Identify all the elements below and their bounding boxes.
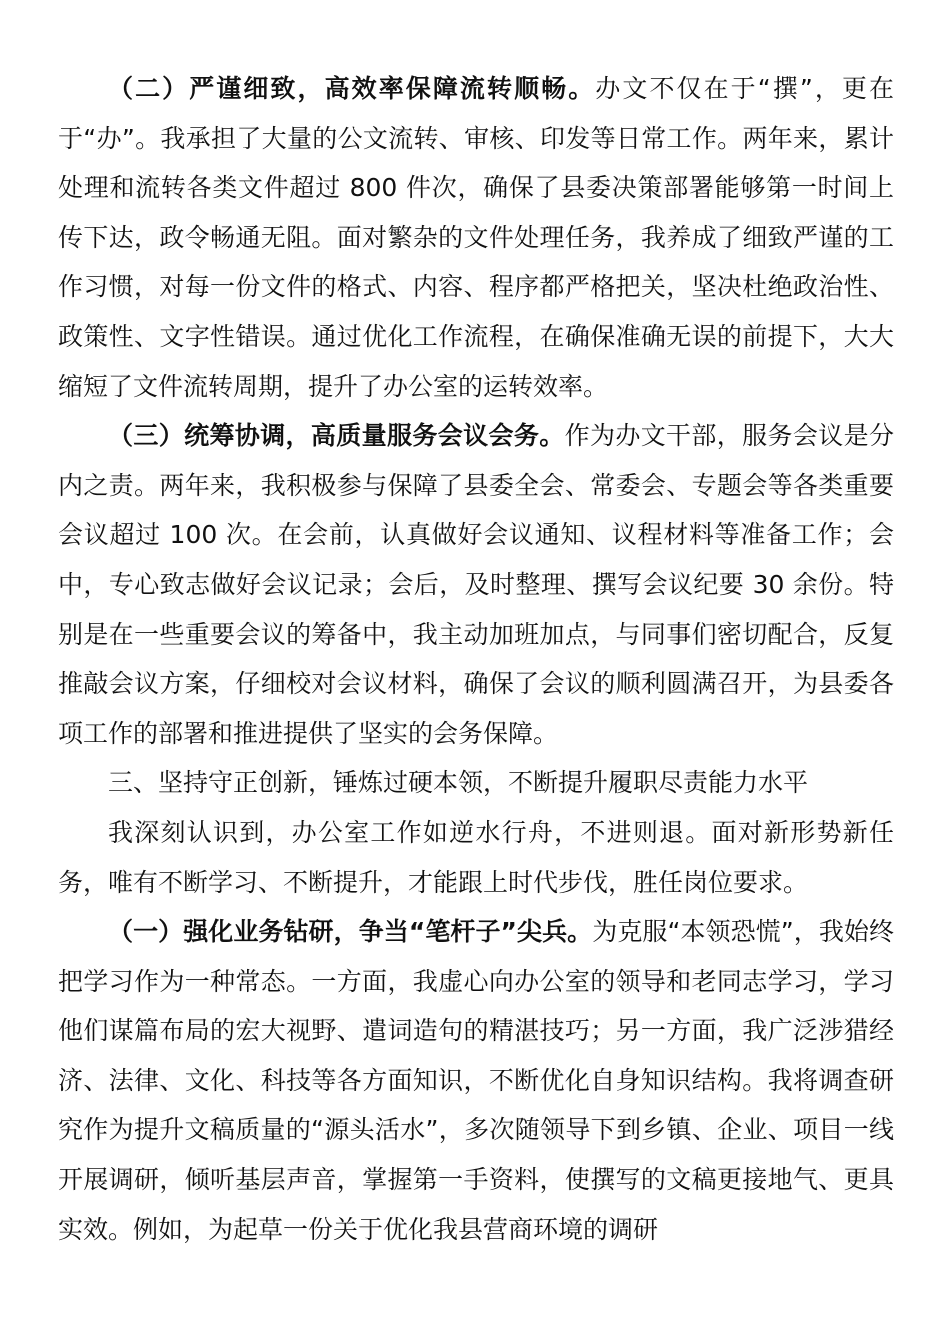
- paragraph-meeting-service: [58, 411, 894, 758]
- section-intro: 我深刻认识到，办公室工作如逆水行舟，不进则退。面对新形势新任务，唯有不断学习、不断提升，才能跟上时代步伐，胜任岗位要求。: [58, 817, 894, 897]
- paragraph-body: 作为办文干部，服务会议是分内之责。两年来，我积极参与保障了县委全会、常委会、专题会等各类重要会议超过 100 次。在会前，认真做好会议通知、议程材料等准备工作；会中，专心致志做好会议记录；会后，及时整理、撰写会议纪要 30 余份。特别是在一些重要会议的筹备中，我主动加班加点，与同事们密切配合，反复推敲会议方案，仔细校对会议材料，确保了会议的顺利圆满召开，为县委各项工作的部署和推进提供了坚实的会务保障。: [58, 421, 894, 748]
- paragraph-lead: （三）统筹协调，高质量服务会议会务。: [108, 421, 565, 451]
- document-page: [58, 64, 894, 1254]
- paragraph-body: 办文不仅在于“撰”，更在于“办”。我承担了大量的公文流转、审核、印发等日常工作。两年来，累计处理和流转各类文件超过 800 件次，确保了县委决策部署能够第一时间上传下达，政令畅通无阻。面对繁杂的文件处理任务，我养成了细致严谨的工作习惯，对每一份文件的格式、内容、程序都严格把关，坚决杜绝政治性、政策性、文字性错误。通过优化工作流程，在确保准确无误的前提下，大大缩短了文件流转周期，提升了办公室的运转效率。: [58, 74, 894, 401]
- paragraph-lead: （二）严谨细致，高效率保障流转顺畅。: [108, 74, 596, 103]
- paragraph-document-handling: [58, 64, 894, 411]
- paragraph-skill-building: [58, 907, 894, 1254]
- paragraph-lead: （一）强化业务钻研，争当“笔杆子”尖兵。: [108, 917, 593, 947]
- section-heading: 三、坚持守正创新，锤炼过硬本领，不断提升履职尽责能力水平: [108, 768, 809, 798]
- paragraph-body: 为克服“本领恐慌”，我始终把学习作为一种常态。一方面，我虚心向办公室的领导和老同志学习，学习他们谋篇布局的宏大视野、遣词造句的精湛技巧；另一方面，我广泛涉猎经济、法律、文化、科技等各方面知识，不断优化自身知识结构。我将调查研究作为提升文稿质量的“源头活水”，多次随领导下到乡镇、企业、项目一线开展调研，倾听基层声音，掌握第一手资料，使撰写的文稿更接地气、更具实效。例如，为起草一份关于优化我县营商环境的调研: [58, 917, 894, 1244]
